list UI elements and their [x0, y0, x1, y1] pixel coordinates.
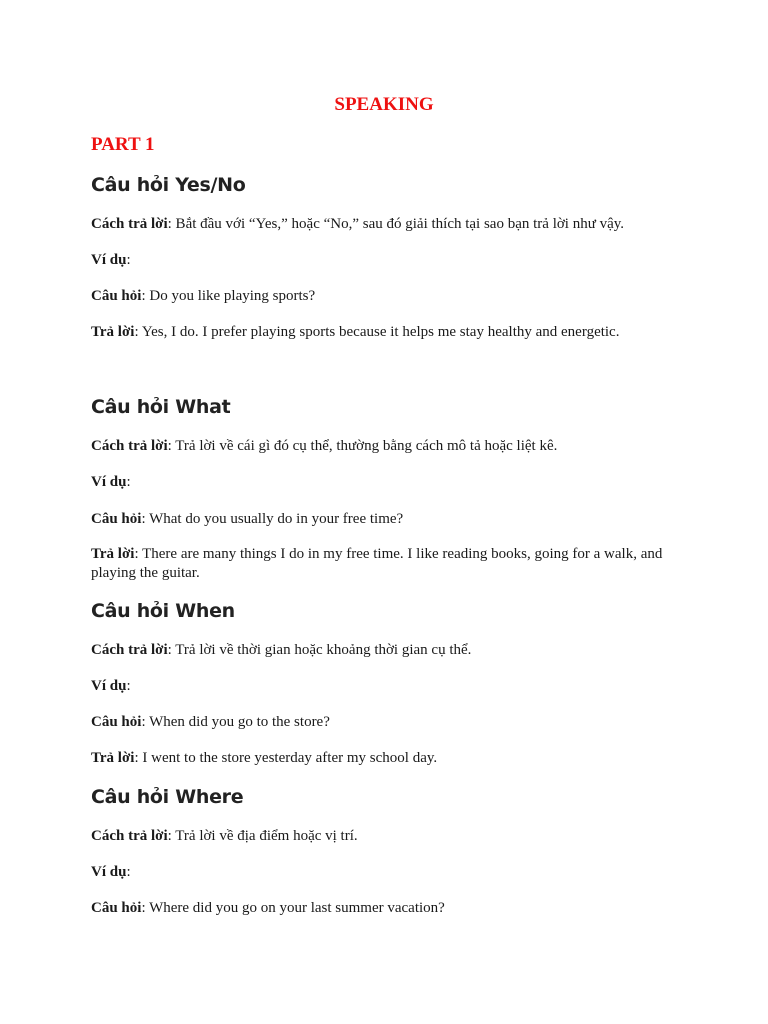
answer-text: : I went to the store yesterday after my school day.	[134, 750, 438, 766]
how-label: Cách trả lời	[91, 438, 168, 454]
example-label: Ví dụ	[91, 474, 127, 490]
how-to-answer	[91, 215, 681, 234]
question-line	[91, 899, 681, 918]
answer-label: Trả lời	[91, 324, 135, 340]
section-heading-where: Câu hỏi Where	[91, 786, 244, 808]
question-label: Câu hỏi	[91, 900, 142, 916]
example-label: Ví dụ	[91, 678, 127, 694]
example-line: Ví dụ:	[91, 678, 131, 694]
answer-line	[91, 323, 681, 342]
question-text: : What do you usually do in your free time?	[141, 511, 404, 527]
part-heading: PART 1	[91, 134, 155, 155]
answer-text: : There are many things I do in my free time. I like reading books, going for a walk, and playing the guitar.	[91, 546, 663, 581]
answer-line	[91, 749, 681, 768]
question-line	[91, 713, 681, 732]
how-text: : Trả lời về cái gì đó cụ thể, thường bằng cách mô tả hoặc liệt kê.	[167, 438, 558, 454]
how-label: Cách trả lời	[91, 216, 168, 232]
how-text: : Trả lời về thời gian hoặc khoảng thời gian cụ thể.	[167, 642, 472, 658]
how-text: : Trả lời về địa điểm hoặc vị trí.	[167, 828, 358, 844]
example-label: Ví dụ	[91, 864, 127, 880]
section-heading-what: Câu hỏi What	[91, 396, 231, 418]
question-text: : When did you go to the store?	[141, 714, 330, 730]
example-line: Ví dụ:	[91, 864, 131, 880]
question-label: Câu hỏi	[91, 511, 142, 527]
how-to-answer	[91, 437, 681, 456]
example-line: Ví dụ:	[91, 252, 131, 268]
section-heading-when: Câu hỏi When	[91, 600, 235, 622]
section-heading-yes-no: Câu hỏi Yes/No	[91, 174, 246, 196]
question-text: : Where did you go on your last summer vacation?	[141, 900, 445, 916]
example-label: Ví dụ	[91, 252, 127, 268]
how-to-answer	[91, 641, 681, 660]
how-label: Cách trả lời	[91, 828, 168, 844]
question-text: : Do you like playing sports?	[141, 288, 316, 304]
question-line	[91, 510, 681, 529]
how-label: Cách trả lời	[91, 642, 168, 658]
how-text: : Bắt đầu với “Yes,” hoặc “No,” sau đó giải thích tại sao bạn trả lời như vậy.	[167, 216, 625, 232]
question-label: Câu hỏi	[91, 288, 142, 304]
answer-label: Trả lời	[91, 546, 135, 562]
how-to-answer	[91, 827, 681, 846]
question-label: Câu hỏi	[91, 714, 142, 730]
question-line	[91, 287, 681, 306]
answer-text: : Yes, I do. I prefer playing sports because it helps me stay healthy and energetic.	[134, 324, 620, 340]
example-line: Ví dụ:	[91, 474, 131, 490]
answer-line	[91, 545, 681, 583]
document-title: SPEAKING	[334, 94, 434, 115]
answer-label: Trả lời	[91, 750, 135, 766]
